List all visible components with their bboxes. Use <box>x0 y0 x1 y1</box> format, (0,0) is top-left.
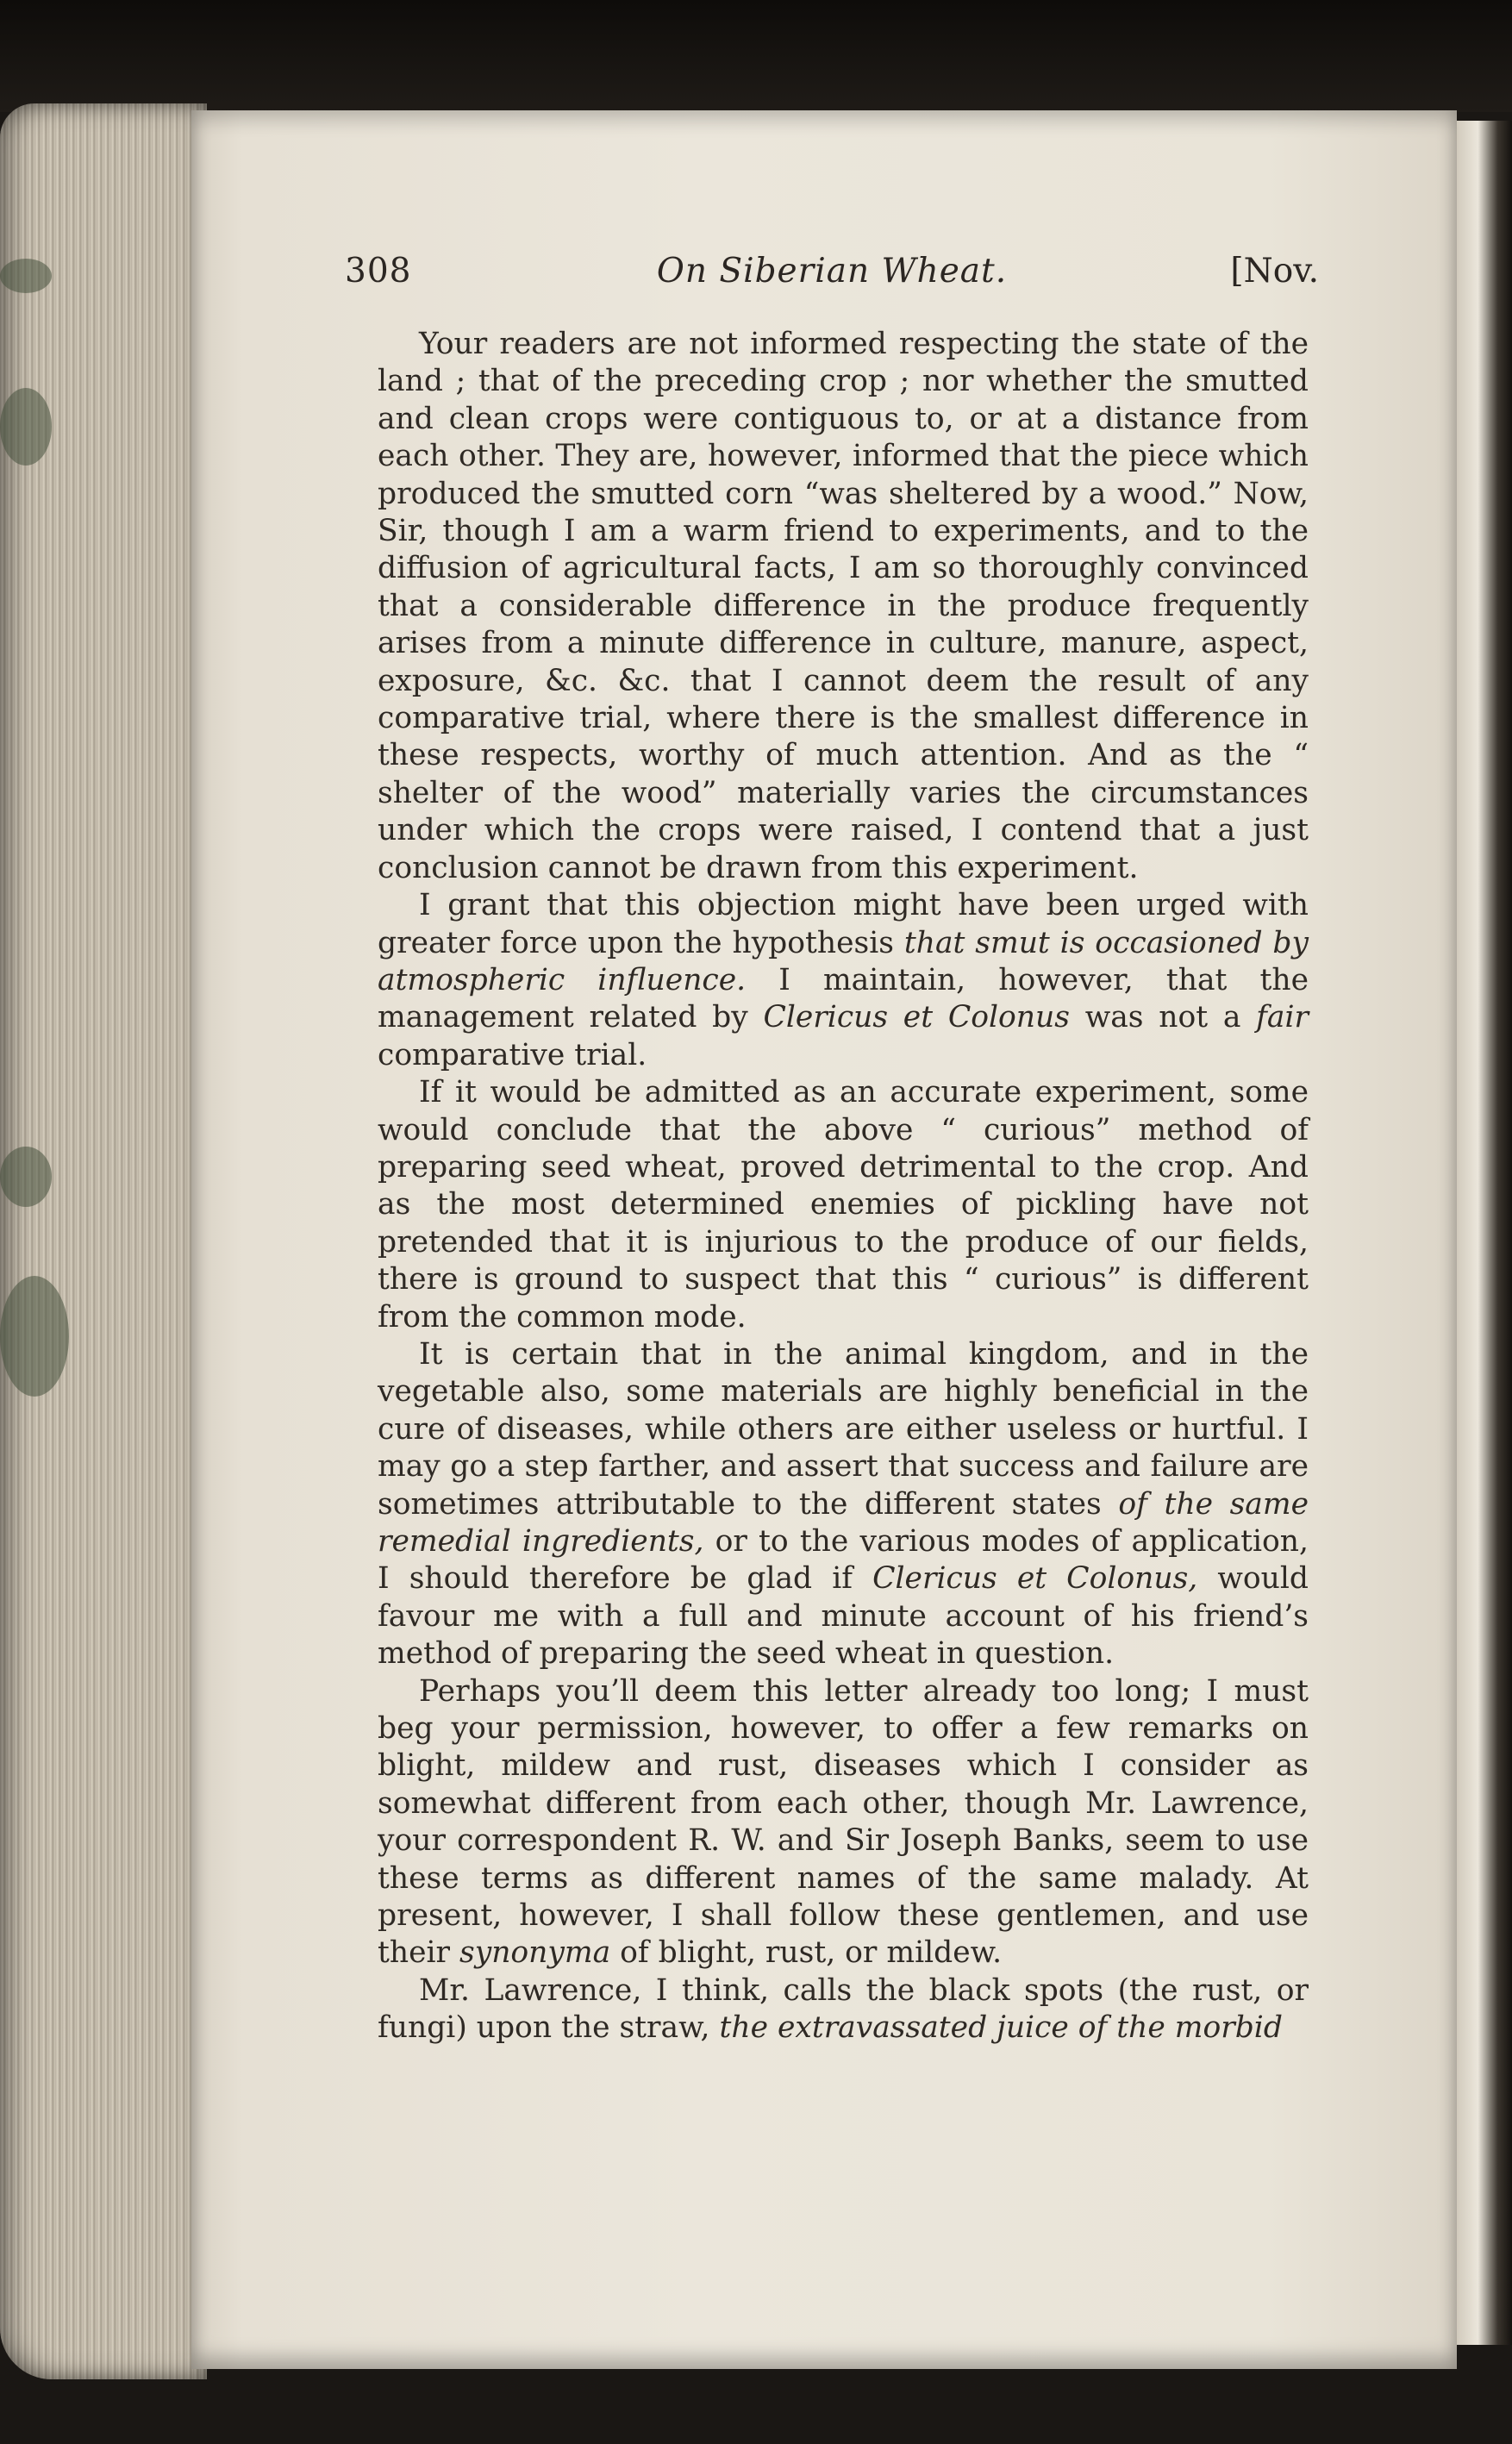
text-run: or to the various modes of application, I should therefore be glad if <box>378 1524 1309 1597</box>
running-month: [Nov. <box>1230 252 1319 291</box>
running-title: On Siberian Wheat. <box>656 252 1008 291</box>
text-run: of blight, rust, or mildew. <box>610 1935 1003 1971</box>
text-run: Your readers are not informed respecting the state of the land ; that of the preceding crop ; nor whether the smutted and clean crops were contiguous to, or at a distance from each other. They are, however, informed that the piece which produced the smutted corn “was sheltered by a wood.” Now, Sir, though I am a warm friend to experiments, and to the diffusion of agricultural facts, I am so thoroughly convinced that a considerable difference in the produce frequently arises from a minute difference in culture, manure, aspect, exposure, &c. &c. that I cannot deem the result of any comparative trial, where there is the smallest difference in these respects, worthy of much attention. And as the “ shelter of the wood” materially varies the circumstances under which the crops were raised, I contend that a just conclusion cannot be drawn from this experiment. <box>378 327 1309 885</box>
text-run: comparative trial. <box>378 1037 647 1072</box>
italic-text-run: fair <box>1256 1000 1309 1035</box>
page-number: 308 <box>345 252 412 291</box>
body-paragraph <box>378 1673 1309 1972</box>
text-run: I grant that this objection might have been urged with greater force upon the hypothesis <box>378 888 1309 960</box>
edge-stain <box>0 1147 52 1207</box>
italic-text-run: the extravassated juice of the morbid <box>719 2010 1283 2046</box>
body-paragraph <box>378 326 1309 887</box>
book-fore-edge <box>0 103 207 2379</box>
italic-text-run: that smut is occasioned by atmospheric influence. <box>378 925 1309 997</box>
edge-stain <box>0 1276 69 1397</box>
body-paragraph <box>378 1074 1309 1336</box>
text-run: It is certain that in the animal kingdom, and in the vegetable also, some materials are highly beneficial in the cure of diseases, while others are either useless or hurtful. I may go a step farther, and assert that success and failure are sometimes attributable to the different states <box>378 1336 1309 1522</box>
body-paragraph <box>378 887 1309 1074</box>
page-header <box>345 252 1319 303</box>
edge-stain <box>0 259 52 293</box>
book-background-top <box>0 0 1512 112</box>
italic-text-run: of the same remedial ingredients, <box>378 1486 1309 1559</box>
text-run: Perhaps you’ll deem this letter already too long; I must beg your permission, however, to offer a few remarks on blight, mildew and rust, diseases which I consider as somewhat different from each other, though Mr. Lawrence, your correspondent R. W. and Sir Joseph Banks, seem to use these terms as different names of the same malady. At present, however, I shall follow these gentlemen, and use their <box>378 1673 1309 1971</box>
body-paragraph <box>378 1336 1309 1673</box>
italic-text-run: Clericus et Colonus, <box>872 1561 1198 1597</box>
text-run: Mr. Lawrence, I think, calls the black spots (the rust, or fungi) upon the straw, <box>378 1972 1309 2046</box>
text-run: If it would be admitted as an accurate experiment, some would conclude that the above “ curious” method of preparing seed wheat, proved detrimental to the crop. And as the most determined enemies of pickling have not pretended that it is injurious to the produce of our fields, there is ground to suspect that this “ curious” is different from the common mode. <box>378 1075 1309 1335</box>
italic-text-run: synonyma <box>459 1935 611 1971</box>
text-run: would favour me with a full and minute account of his friend’s method of preparing the seed wheat in question. <box>378 1561 1309 1672</box>
body-paragraph <box>378 1972 1309 2047</box>
page-body-text <box>378 326 1309 2047</box>
text-run: was not a <box>1069 1000 1257 1035</box>
italic-text-run: Clericus et Colonus <box>763 1000 1070 1035</box>
edge-stain <box>0 388 52 466</box>
facing-page-edge <box>1455 121 1512 2345</box>
text-run: I maintain, however, that the management related by <box>378 962 1309 1035</box>
